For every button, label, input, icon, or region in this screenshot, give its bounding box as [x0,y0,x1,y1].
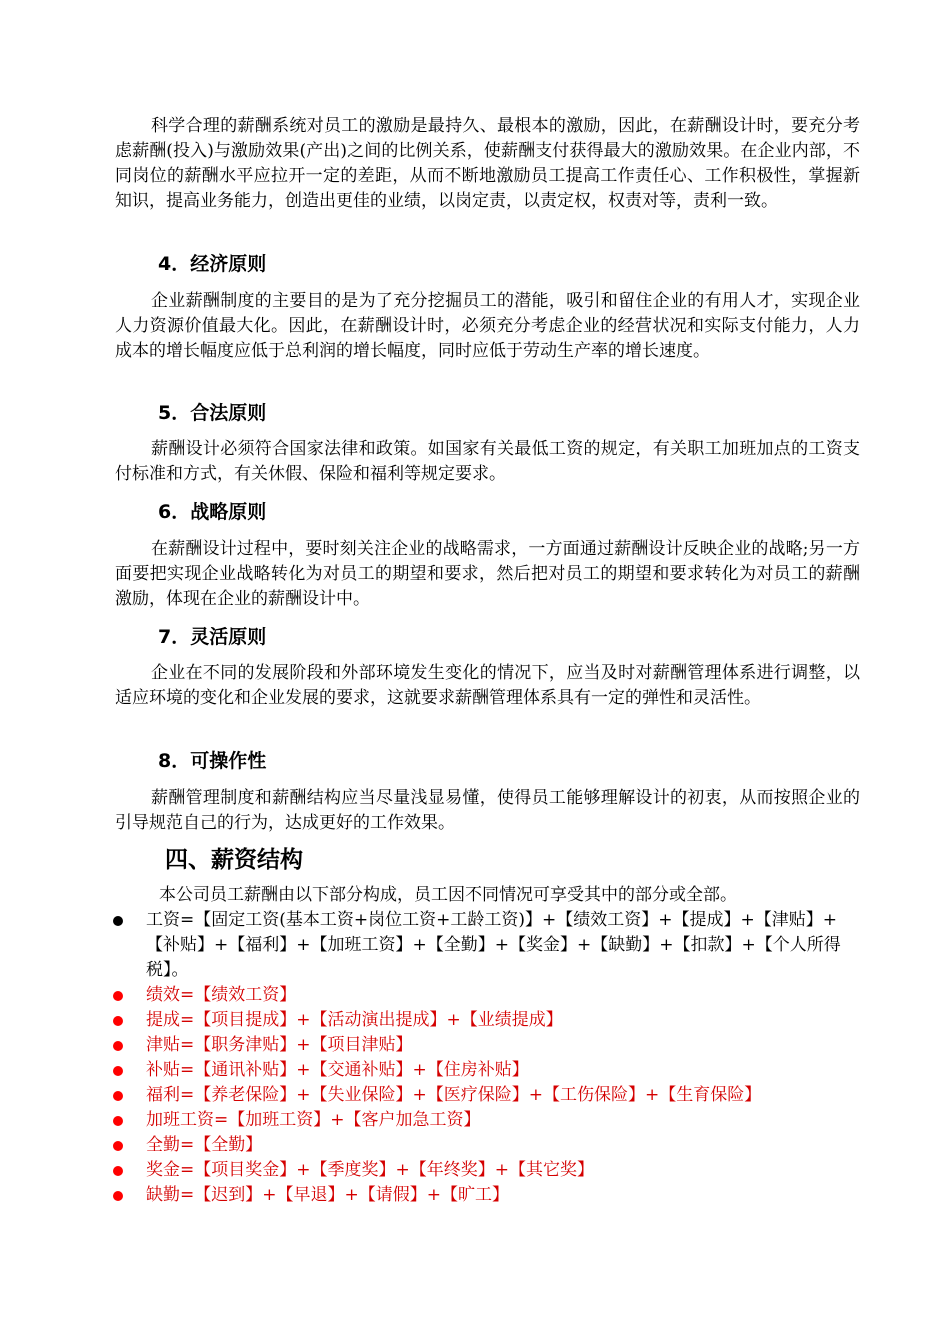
section-body-flexibility: 企业在不同的发展阶段和外部环境发生变化的情况下，应当及时对薪酬管理体系进行调整，以适应环境的变化和企业发展的要求，这就要求薪酬管理体系具有一定的弹性和灵活性。 [115,663,860,708]
intro-paragraph: 科学合理的薪酬系统对员工的激励是最持久、最根本的激励，因此，在薪酬设计时，要充分考虑薪酬(投入)与激励效果(产出)之间的比例关系，使薪酬支付获得最大的激励效果。在企业内部，不同岗位的薪酬水平应拉开一定的差距，从而不断地激励员工提高工作责任心、工作积极性，掌握新知识，提高业务能力，创造出更佳的业绩，以岗定责，以责定权，权责对等，责利一致。 [115,116,860,211]
list-item [113,1158,863,1183]
list-item [113,983,863,1008]
bullet-icon [113,1166,123,1176]
list-item [113,1008,863,1033]
bullet-icon [113,916,123,926]
list-item-text: 全勤=【全勤】 [146,1135,263,1155]
list-item [113,1058,863,1083]
list-item [113,1108,863,1133]
bullet-icon [113,1066,123,1076]
section-heading-operability: 8．可操作性 [158,750,267,772]
bullet-icon [113,1041,123,1051]
list-item-text: 绩效=【绩效工资】 [146,985,297,1005]
bullet-icon [113,1191,123,1201]
list-item [113,1133,863,1158]
salary-component-list [113,908,863,1208]
chapter-intro: 本公司员工薪酬由以下部分构成，员工因不同情况可享受其中的部分或全部。 [159,885,737,905]
list-item [113,1033,863,1058]
list-item-text: 缺勤=【迟到】+【早退】+【请假】+【旷工】 [146,1185,509,1205]
list-item-text: 加班工资=【加班工资】+【客户加急工资】 [146,1110,481,1130]
list-item-text: 提成=【项目提成】+【活动演出提成】+【业绩提成】 [146,1010,563,1030]
list-item [113,1083,863,1108]
list-item-text: 工资=【固定工资(基本工资+岗位工资+工龄工资)】+【绩效工资】+【提成】+【津贴】+【补贴】+【福利】+【加班工资】+【全勤】+【奖金】+【缺勤】+【扣款】+【个人所得税】。 [146,910,841,980]
bullet-icon [113,1141,123,1151]
list-item-text: 津贴=【职务津贴】+【项目津贴】 [146,1035,413,1055]
chapter-title: 四、薪资结构 [165,847,303,873]
bullet-icon [113,1116,123,1126]
section-body-economy: 企业薪酬制度的主要目的是为了充分挖掘员工的潜能，吸引和留住企业的有用人才，实现企业人力资源价值最大化。因此，在薪酬设计时，必须充分考虑企业的经营状况和实际支付能力，人力成本的增长幅度应低于总利润的增长幅度，同时应低于劳动生产率的增长速度。 [115,291,860,361]
section-body-operability: 薪酬管理制度和薪酬结构应当尽量浅显易懂，使得员工能够理解设计的初衷，从而按照企业的引导规范自己的行为，达成更好的工作效果。 [115,788,860,833]
section-heading-economy: 4．经济原则 [158,253,267,275]
section-heading-strategy: 6．战略原则 [158,501,267,523]
section-heading-legal: 5．合法原则 [158,402,267,424]
bullet-icon [113,1091,123,1101]
list-item-text: 奖金=【项目奖金】+【季度奖】+【年终奖】+【其它奖】 [146,1160,594,1180]
section-heading-flexibility: 7．灵活原则 [158,626,267,648]
section-body-legal: 薪酬设计必须符合国家法律和政策。如国家有关最低工资的规定，有关职工加班加点的工资支付标准和方式，有关休假、保险和福利等规定要求。 [115,439,860,484]
section-body-strategy: 在薪酬设计过程中，要时刻关注企业的战略需求，一方面通过薪酬设计反映企业的战略;另一方面要把实现企业战略转化为对员工的期望和要求，然后把对员工的期望和要求转化为对员工的薪酬激励，体现在企业的薪酬设计中。 [115,539,860,609]
bullet-icon [113,991,123,1001]
list-item-text: 福利=【养老保险】+【失业保险】+【医疗保险】+【工伤保险】+【生育保险】 [146,1085,762,1105]
bullet-icon [113,1016,123,1026]
list-item-text: 补贴=【通讯补贴】+【交通补贴】+【住房补贴】 [146,1060,529,1080]
list-item [113,1183,863,1208]
list-item [113,908,863,983]
